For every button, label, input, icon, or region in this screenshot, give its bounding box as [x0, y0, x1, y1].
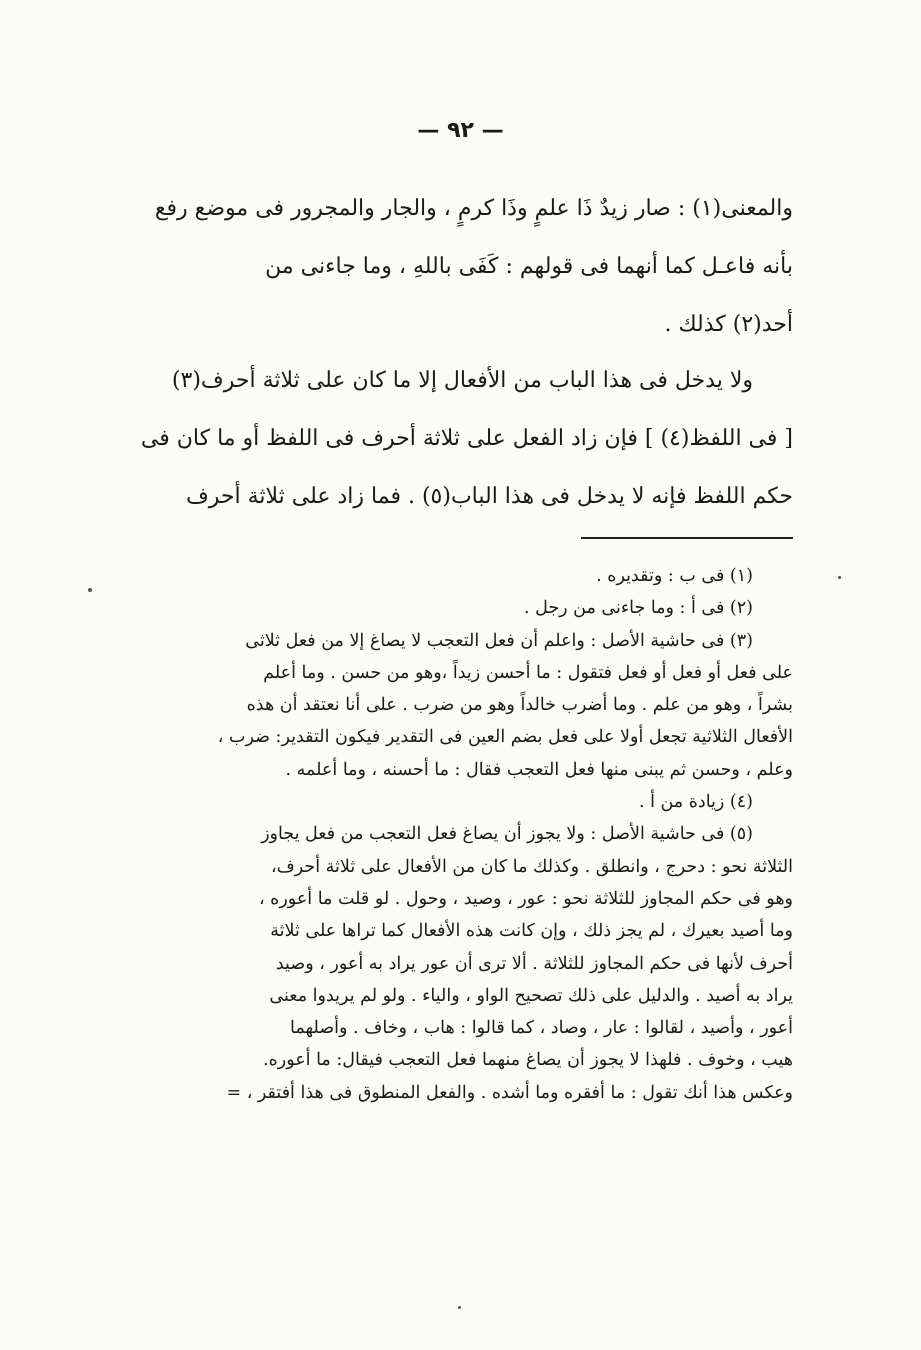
footnote-line: (١) فى ب : وتقديره .: [596, 566, 753, 586]
footnote-line: وما أصيد بعيرك ، لم يجز ذلك ، وإن كانت هذه الأفعال كما تراها على ثلاثة: [270, 921, 793, 942]
footnote-line: (٣) فى حاشية الأصل : واعلم أن فعل التعجب لا يصاغ إلا من فعل ثلاثى: [245, 630, 753, 651]
footnote-line: هيب ، وخوف . فلهذا لا يجوز أن يصاغ منهما فعل التعجب فيقال: ما أعوره.: [263, 1050, 793, 1071]
footnote-divider: [581, 537, 793, 539]
paragraph-1-line: أحد(٢) كذلك .: [664, 312, 793, 337]
footnote-line: يراد به أصيد . والدليل على ذلك تصحيح الواو ، والياء . ولو لم يريدوا معنى: [269, 985, 793, 1006]
paragraph-2-line: حكم اللفظ فإنه لا يدخل فى هذا الباب(٥) . فما زاد على ثلاثة أحرف: [185, 484, 793, 509]
footnote-line: (٥) فى حاشية الأصل : ولا يجوز أن يصاغ فعل التعجب من فعل يجاوز: [261, 824, 753, 845]
paragraph-2-line: ولا يدخل فى هذا الباب من الأفعال إلا ما كان على ثلاثة أحرف(٣): [171, 368, 753, 393]
scan-speck: [88, 588, 92, 592]
scan-speck: [838, 576, 841, 579]
footnote-line: وعلم ، وحسن ثم يبنى منها فعل التعجب فقال : ما أحسنه ، وما أعلمه .: [285, 759, 793, 780]
footnote-line: وهو فى حكم المجاوز للثلاثة نحو : عور ، وصيد ، وحول . لو قلت ما أعوره ،: [258, 888, 793, 909]
paragraph-2-line: [ فى اللفظ(٤) ] فإن زاد الفعل على ثلاثة أحرف فى اللفظ أو ما كان فى: [140, 426, 793, 451]
footnote-line: (٢) فى أ : وما جاءنى من رجل .: [523, 598, 753, 619]
footnote-line: أحرف لأنها فى حكم المجاوز للثلاثة . ألا ترى أن عور يراد به أعور ، وصيد: [275, 953, 793, 974]
paragraph-1: [121, 180, 793, 354]
paragraph-1-line: بأنه فاعـل كما أنهما فى قولهم : كَفَى باللهِ ، وما جاءنى من: [265, 254, 793, 279]
footnote-line: الأفعال الثلاثية تجعل أولا على فعل بضم العين فى التقدير فيكون التقدير: ضرب ،: [217, 727, 793, 748]
footnote-line: بشراً ، وهو من علم . وما أضرب خالداً وهو من ضرب . على أنا نعتقد أن هذه: [246, 695, 793, 716]
footnote-line: (٤) زيادة من أ .: [638, 792, 753, 813]
page-number: — ٩٢ —: [417, 118, 504, 143]
footnote-line: على فعل أو فعل أو فعل فتقول : ما أحسن زيداً ،وهو من حسن . وما أعلم: [263, 662, 793, 683]
footnotes: [121, 560, 793, 1109]
footnote-line: أعور ، وأصيد ، لقالوا : عار ، وصاد ، كما قالوا : هاب ، وخاف . وأصلهما: [290, 1018, 793, 1039]
scan-speck: [458, 1306, 461, 1309]
paragraph-2: [121, 352, 793, 526]
footnote-line: وعكس هذا أنك تقول : ما أفقره وما أشده . والفعل المنطوق فى هذا أفتقر ، =: [226, 1082, 793, 1103]
paragraph-1-line: والمعنى(١) : صار زيدٌ ذَا علمٍ وذَا كرمٍ ، والجار والمجرور فى موضع رفع: [154, 196, 793, 221]
footnote-line: الثلاثة نحو : دحرج ، وانطلق . وكذلك ما كان من الأفعال على ثلاثة أحرف،: [270, 856, 793, 877]
